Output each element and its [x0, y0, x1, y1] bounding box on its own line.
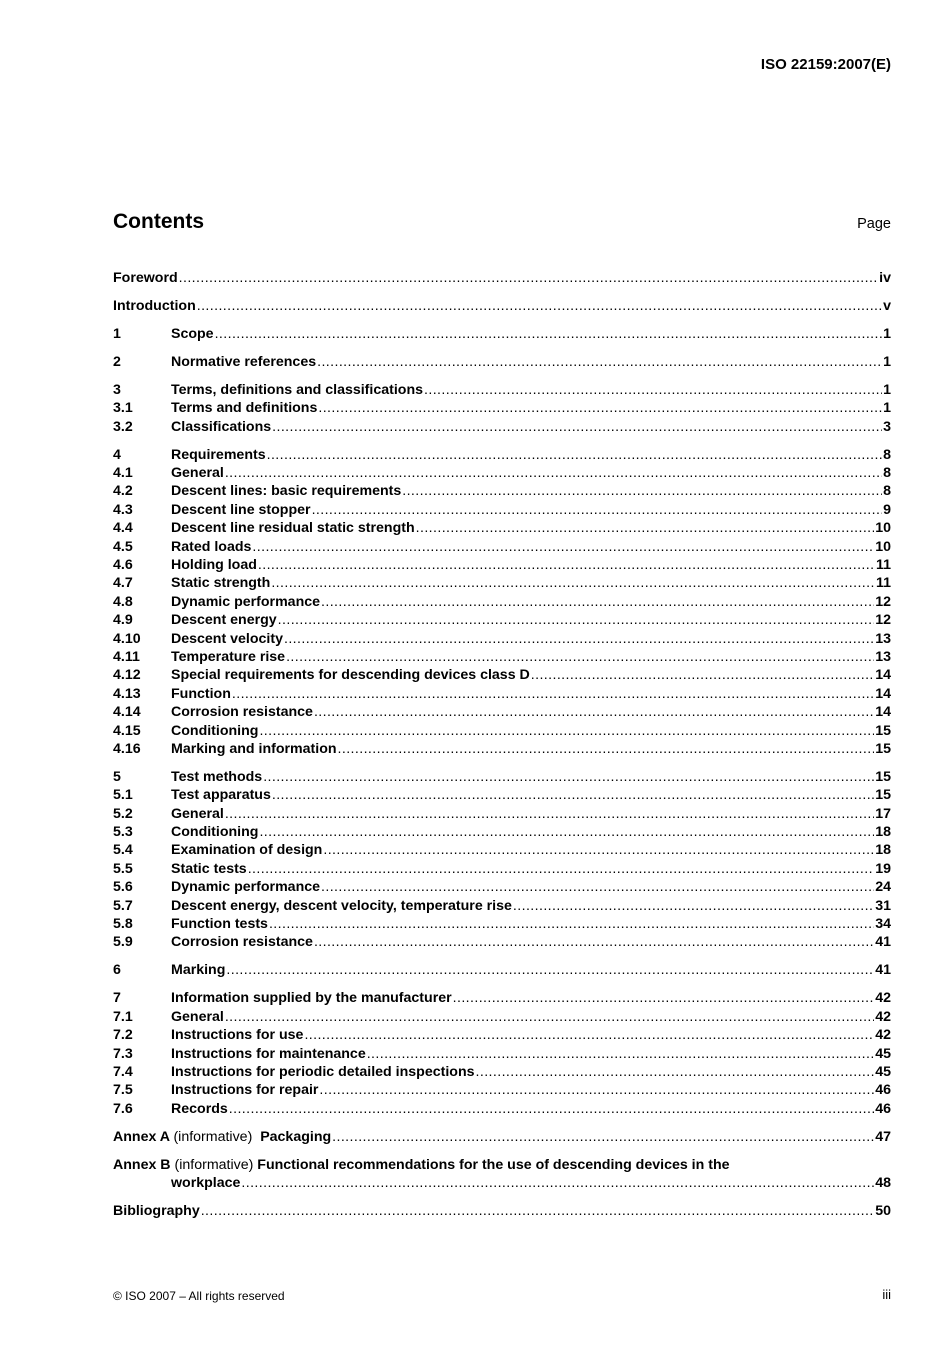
toc-entry-number: 4.15	[113, 722, 141, 739]
toc-entry[interactable]	[113, 989, 891, 1007]
toc-entry-page: v	[883, 297, 891, 314]
toc-entry-number: 1	[113, 325, 121, 342]
toc-entry-title: Dynamic performance	[171, 879, 321, 896]
toc-entry-title: Scope	[171, 325, 214, 342]
toc-entry-title: General	[171, 1008, 224, 1025]
toc-entry-title: Instructions for periodic detailed inspections	[171, 1063, 475, 1080]
toc-leader-dots	[313, 703, 874, 721]
toc-entry-page: 46	[875, 1082, 891, 1099]
contents-title: Contents	[113, 210, 204, 233]
toc-leader-dots	[320, 593, 874, 611]
toc-entry[interactable]	[113, 768, 891, 786]
toc-entry-number: 4.4	[113, 520, 133, 537]
toc-entry-number: 5.7	[113, 897, 133, 914]
toc-entry-page: 15	[875, 787, 891, 804]
toc-entry-annex-b-continued[interactable]	[113, 1174, 891, 1192]
toc-entry[interactable]	[113, 685, 891, 703]
toc-entry[interactable]	[113, 805, 891, 823]
toc-leader-dots	[337, 740, 875, 758]
toc-entry-title: Holding load	[171, 557, 257, 574]
toc-entry-title: Conditioning	[171, 722, 259, 739]
toc-entry[interactable]	[113, 1045, 891, 1063]
toc-entry-page: 10	[875, 538, 891, 555]
toc-entry-bibliography[interactable]	[113, 1202, 891, 1220]
copyright-notice: © ISO 2007 – All rights reserved	[113, 1289, 285, 1303]
toc-entry-page: 18	[875, 842, 891, 859]
toc-leader-dots	[530, 666, 874, 684]
toc-entry[interactable]	[113, 519, 891, 537]
toc-entry[interactable]	[113, 860, 891, 878]
toc-entry-number: 5.8	[113, 916, 133, 933]
toc-leader-dots	[311, 501, 883, 519]
toc-leader-dots	[512, 897, 874, 915]
toc-entry-title: Function tests	[171, 916, 268, 933]
toc-entry[interactable]	[113, 556, 891, 574]
toc-leader-dots	[231, 685, 874, 703]
toc-entry[interactable]	[113, 703, 891, 721]
toc-entry-title: Rated loads	[171, 538, 252, 555]
toc-entry-title: Test methods	[171, 768, 263, 785]
toc-entry-page: 42	[875, 1008, 891, 1025]
toc-leader-dots	[271, 418, 882, 436]
toc-entry-title: Requirements	[171, 446, 266, 463]
toc-entry-number: 6	[113, 962, 121, 979]
toc-entry-number: 7	[113, 990, 121, 1007]
toc-entry-title: Instructions for use	[171, 1027, 304, 1044]
toc-entry-number: 2	[113, 353, 121, 370]
toc-entry-page: 3	[883, 418, 891, 435]
toc-entry[interactable]	[113, 446, 891, 464]
toc-leader-dots	[258, 722, 874, 740]
toc-entry-number: 4.1	[113, 465, 133, 482]
toc-entry-page: 14	[875, 685, 891, 702]
toc-leader-dots	[258, 823, 874, 841]
toc-entry-title: Terms, definitions and classifications	[171, 381, 424, 398]
toc-entry[interactable]	[113, 666, 891, 684]
toc-entry-number: 5	[113, 768, 121, 785]
toc-entry[interactable]	[113, 630, 891, 648]
toc-leader-dots	[320, 878, 874, 896]
toc-entry-title: Introduction	[113, 297, 196, 314]
toc-leader-dots	[214, 325, 883, 343]
toc-entry-number: 5.4	[113, 842, 133, 859]
toc-entry-page: 13	[875, 648, 891, 665]
toc-leader-dots	[401, 482, 882, 500]
toc-leader-dots	[317, 399, 882, 417]
toc-entry-page: 14	[875, 667, 891, 684]
toc-entry-page: 12	[875, 612, 891, 629]
toc-entry[interactable]	[113, 915, 891, 933]
toc-leader-dots	[266, 446, 883, 464]
toc-entry-page: 8	[883, 446, 891, 463]
toc-entry[interactable]	[113, 740, 891, 758]
toc-entry-page: 34	[875, 916, 891, 933]
toc-leader-dots	[285, 648, 874, 666]
toc-entry-number: 4.10	[113, 630, 141, 647]
toc-entry-title: Instructions for maintenance	[171, 1045, 366, 1062]
toc-entry-number: 4.9	[113, 612, 133, 629]
toc-entry-number: 4.3	[113, 501, 133, 518]
toc-leader-dots	[224, 805, 874, 823]
annex-title: Functional recommendations for the use of descending devices in the	[257, 1156, 730, 1173]
toc-entry[interactable]	[113, 399, 891, 417]
toc-entry-page: 50	[875, 1203, 891, 1220]
toc-entry[interactable]	[113, 418, 891, 436]
toc-entry-page: 12	[875, 593, 891, 610]
toc-entry-annex-a[interactable]	[113, 1128, 891, 1146]
toc-entry-number: 5.5	[113, 860, 133, 877]
toc-entry-title: Special requirements for descending devices class D	[171, 667, 530, 684]
toc-entry-page: 11	[876, 557, 891, 574]
toc-entry-title: Descent energy, descent velocity, temperature rise	[171, 897, 512, 914]
toc-entry-title: Bibliography	[113, 1203, 200, 1220]
toc-entry-number: 3	[113, 381, 121, 398]
toc-entry-title: General	[171, 465, 224, 482]
toc-entry-number: 4.8	[113, 593, 133, 610]
toc-entry-number: 7.3	[113, 1045, 133, 1062]
toc-entry-title: Temperature rise	[171, 648, 286, 665]
toc-entry[interactable]	[113, 961, 891, 979]
toc-leader-dots	[366, 1045, 875, 1063]
toc-entry-title: Foreword	[113, 269, 178, 286]
toc-entry-title: Descent energy	[171, 612, 277, 629]
toc-leader-dots	[313, 933, 874, 951]
toc-entry-title: Corrosion resistance	[171, 704, 313, 721]
annex-title: Packaging	[260, 1128, 332, 1145]
toc-entry-number: 5.2	[113, 805, 133, 822]
toc-entry-number: 4.6	[113, 557, 133, 574]
annex-title-continued: workplace	[171, 1175, 241, 1192]
toc-entry-page: 1	[883, 381, 891, 398]
toc-entry[interactable]	[113, 648, 891, 666]
toc-entry-title: Records	[171, 1100, 228, 1117]
toc-leader-dots	[270, 574, 875, 592]
toc-entry[interactable]	[113, 1008, 891, 1026]
page-column-label: Page	[857, 216, 891, 232]
toc-leader-dots	[240, 1174, 874, 1192]
table-of-contents	[113, 269, 891, 1221]
toc-entry-number: 4.12	[113, 667, 141, 684]
toc-entry-title: General	[171, 805, 224, 822]
toc-entry-title: Conditioning	[171, 824, 259, 841]
toc-entry-number: 7.1	[113, 1008, 133, 1025]
toc-entry-page: 47	[875, 1128, 891, 1145]
page-number: iii	[882, 1287, 891, 1302]
toc-entry-number: 4.11	[113, 648, 140, 665]
toc-entry-page: 42	[875, 1027, 891, 1044]
toc-entry-title: Examination of design	[171, 842, 323, 859]
toc-entry-number: 7.5	[113, 1082, 133, 1099]
toc-leader-dots	[475, 1063, 875, 1081]
toc-entry-number: 5.6	[113, 879, 133, 896]
toc-leader-dots	[283, 630, 874, 648]
annex-kind: (informative)	[173, 1128, 253, 1145]
toc-entry[interactable]	[113, 501, 891, 519]
toc-leader-dots	[303, 1026, 874, 1044]
toc-leader-dots	[268, 915, 874, 933]
toc-entry[interactable]	[113, 464, 891, 482]
toc-entry-number: 4.7	[113, 575, 133, 592]
toc-leader-dots	[316, 353, 882, 371]
toc-entry-page: 11	[876, 575, 891, 592]
toc-leader-dots	[271, 786, 874, 804]
toc-entry-page: 41	[875, 962, 891, 979]
toc-entry-title: Corrosion resistance	[171, 934, 313, 951]
toc-entry-page: 14	[875, 704, 891, 721]
toc-entry-title: Function	[171, 685, 231, 702]
toc-entry-number: 7.6	[113, 1100, 133, 1117]
toc-leader-dots	[178, 269, 879, 287]
toc-leader-dots	[224, 1008, 874, 1026]
toc-entry-number: 4.2	[113, 483, 133, 500]
document-id: ISO 22159:2007(E)	[760, 56, 891, 73]
toc-entry-page: 9	[883, 501, 891, 518]
toc-entry[interactable]	[113, 897, 891, 915]
toc-entry-title: Descent lines: basic requirements	[171, 483, 402, 500]
toc-entry[interactable]	[113, 1100, 891, 1118]
toc-entry-title: Marking	[171, 962, 226, 979]
toc-entry[interactable]	[113, 823, 891, 841]
toc-entry[interactable]	[113, 574, 891, 592]
toc-leader-dots	[225, 961, 874, 979]
toc-entry-page: 8	[883, 483, 891, 500]
toc-entry-annex-b[interactable]	[113, 1156, 891, 1174]
toc-entry-number: 5.1	[113, 787, 133, 804]
toc-leader-dots	[277, 611, 875, 629]
annex-kind: (informative)	[174, 1156, 254, 1173]
toc-leader-dots	[224, 464, 882, 482]
toc-entry-page: 15	[875, 740, 891, 757]
toc-entry-page: 46	[875, 1100, 891, 1117]
toc-entry-title: Test apparatus	[171, 787, 271, 804]
toc-entry-title	[113, 1128, 331, 1146]
toc-entry-title: Static strength	[171, 575, 271, 592]
toc-entry-title: Static tests	[171, 860, 247, 877]
toc-entry-page: 17	[875, 805, 891, 822]
toc-entry[interactable]	[113, 297, 891, 315]
toc-entry[interactable]	[113, 933, 891, 951]
toc-entry-number: 3.1	[113, 400, 133, 417]
toc-entry-page: 1	[883, 325, 891, 342]
toc-entry-number: 5.9	[113, 934, 133, 951]
toc-entry[interactable]	[113, 325, 891, 343]
toc-entry-page: 8	[883, 465, 891, 482]
toc-leader-dots	[196, 297, 882, 315]
toc-entry-page: 48	[875, 1175, 891, 1192]
toc-entry[interactable]	[113, 722, 891, 740]
toc-entry-page: 13	[875, 630, 891, 647]
toc-entry-page: 15	[875, 722, 891, 739]
toc-entry-title: Descent line stopper	[171, 501, 311, 518]
toc-leader-dots	[322, 842, 874, 860]
toc-entry-title: Terms and definitions	[171, 400, 318, 417]
toc-leader-dots	[331, 1128, 874, 1146]
toc-entry-page: 45	[875, 1063, 891, 1080]
annex-prefix: Annex B	[113, 1156, 171, 1173]
toc-entry-page: 1	[883, 400, 891, 417]
toc-entry[interactable]	[113, 786, 891, 804]
toc-entry[interactable]	[113, 1081, 891, 1099]
toc-entry[interactable]	[113, 611, 891, 629]
toc-entry[interactable]	[113, 842, 891, 860]
toc-leader-dots	[415, 519, 875, 537]
toc-leader-dots	[247, 860, 875, 878]
toc-leader-dots	[251, 538, 874, 556]
toc-entry-page: 42	[875, 990, 891, 1007]
toc-entry-number: 5.3	[113, 824, 133, 841]
toc-leader-dots	[318, 1081, 874, 1099]
toc-entry[interactable]	[113, 593, 891, 611]
toc-entry-page: 1	[883, 353, 891, 370]
toc-entry[interactable]	[113, 878, 891, 896]
toc-entry-number: 4.13	[113, 685, 141, 702]
toc-entry-number: 4.16	[113, 740, 141, 757]
toc-entry-page: 41	[875, 934, 891, 951]
toc-entry-number: 4	[113, 446, 121, 463]
toc-leader-dots	[423, 381, 882, 399]
toc-entry-title: Normative references	[171, 353, 317, 370]
toc-entry-number: 7.4	[113, 1063, 133, 1080]
annex-prefix: Annex A	[113, 1128, 170, 1145]
toc-entry-page: 24	[875, 879, 891, 896]
toc-entry[interactable]	[113, 1026, 891, 1044]
toc-entry-title: Dynamic performance	[171, 593, 321, 610]
toc-entry-title: Instructions for repair	[171, 1082, 319, 1099]
toc-entry-page: 10	[875, 520, 891, 537]
toc-entry-page: 18	[875, 824, 891, 841]
toc-leader-dots	[200, 1202, 875, 1220]
toc-entry-page: iv	[879, 269, 891, 286]
toc-leader-dots	[452, 989, 875, 1007]
toc-entry[interactable]	[113, 269, 891, 287]
toc-entry-page: 19	[875, 860, 891, 877]
toc-leader-dots	[228, 1100, 874, 1118]
toc-entry[interactable]	[113, 482, 891, 500]
toc-entry[interactable]	[113, 353, 891, 371]
toc-entry-title: Descent velocity	[171, 630, 283, 647]
toc-entry-page: 45	[875, 1045, 891, 1062]
toc-entry-number: 4.5	[113, 538, 133, 555]
toc-entry-page: 15	[875, 768, 891, 785]
toc-entry-page: 31	[875, 897, 891, 914]
toc-entry-number: 3.2	[113, 418, 133, 435]
toc-entry-title: Marking and information	[171, 740, 337, 757]
toc-entry-number: 7.2	[113, 1027, 133, 1044]
toc-entry-title: Descent line residual static strength	[171, 520, 415, 537]
toc-entry[interactable]	[113, 1063, 891, 1081]
toc-leader-dots	[257, 556, 875, 574]
toc-entry[interactable]	[113, 381, 891, 399]
toc-entry-number: 4.14	[113, 704, 141, 721]
toc-entry-title: Information supplied by the manufacturer	[171, 990, 452, 1007]
toc-entry[interactable]	[113, 538, 891, 556]
toc-leader-dots	[262, 768, 874, 786]
toc-entry-title: Classifications	[171, 418, 272, 435]
